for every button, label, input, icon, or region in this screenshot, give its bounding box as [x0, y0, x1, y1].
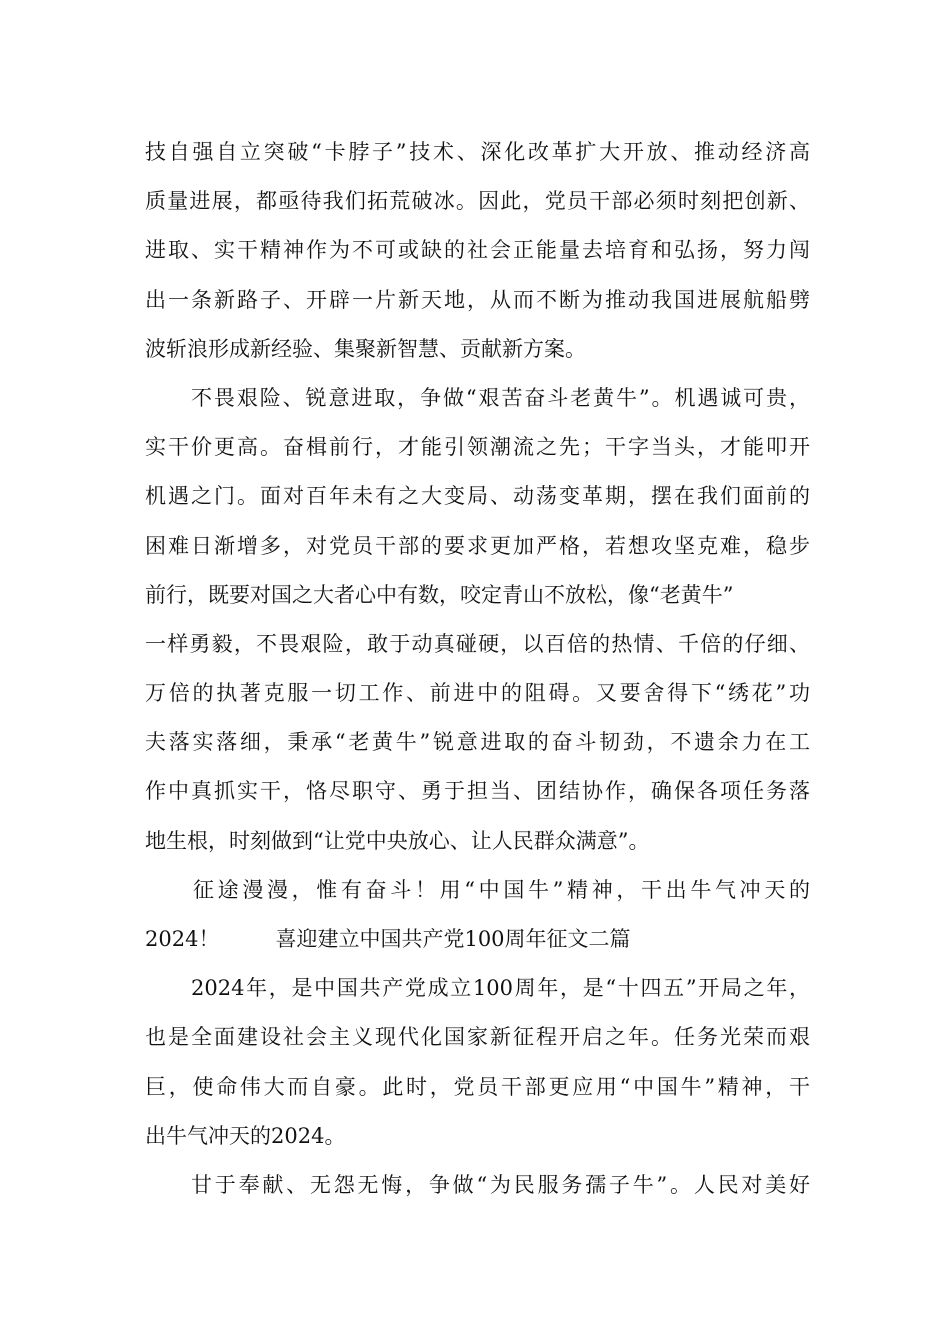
text-line: 万倍的执著克服一切工作、前进中的阻碍。又要舍得下“绣花”功	[145, 681, 810, 706]
text-line: 地生根，时刻做到“让党中央放心、让人民群众满意”。	[145, 828, 650, 853]
section-heading: 喜迎建立中国共产党100周年征文二篇	[275, 927, 631, 951]
text-line: 出牛气冲天的2024。	[145, 1123, 346, 1148]
text-line: 实干价更高。奋楫前行，才能引领潮流之先；干字当头，才能叩开	[145, 435, 810, 460]
text-line: 夫落实落细，秉承“老黄牛”锐意进取的奋斗韧劲，不遗余力在工	[145, 730, 810, 755]
text-line: 困难日渐增多，对党员干部的要求更加严格，若想攻坚克难，稳步	[145, 533, 810, 558]
text-line: 出一条新路子、开辟一片新天地，从而不断为推动我国进展航船劈	[145, 287, 810, 312]
document-body	[145, 128, 810, 1210]
text-line: 机遇之门。面对百年未有之大变局、动荡变革期，摆在我们面前的	[145, 484, 810, 509]
text-line: 一样勇毅，不畏艰险，敢于动真碰硬，以百倍的热情、千倍的仔细、	[145, 631, 810, 656]
text-line: 波斩浪形成新经验、集聚新智慧、贡献新方案。	[145, 336, 586, 361]
text-line: 技自强自立突破“卡脖子”技术、深化改革扩大开放、推动经济高	[145, 140, 810, 164]
paragraph-start-line: 2024年，是中国共产党成立100周年，是“十四五”开局之年，	[191, 976, 810, 1001]
text-line: 质量进展，都亟待我们拓荒破冰。因此，党员干部必须时刻把创新、	[145, 189, 810, 214]
paragraph-start-line: 不畏艰险、锐意进取，争做“艰苦奋斗老黄牛”。机遇诚可贵，	[191, 385, 810, 410]
text-line: 巨，使命伟大而自豪。此时，党员干部更应用“中国牛”精神，干	[145, 1074, 810, 1099]
paragraph-start-line: 征途漫漫，惟有奋斗！用“中国牛”精神，干出牛气冲天的	[193, 877, 810, 902]
text-line: 进取、实干精神作为不可或缺的社会正能量去培育和弘扬，努力闯	[145, 238, 810, 263]
text-line: 作中真抓实干，恪尽职守、勇于担当、团结协作，确保各项任务落	[145, 779, 810, 804]
text-line: 也是全面建设社会主义现代化国家新征程开启之年。任务光荣而艰	[145, 1025, 810, 1050]
text-line: 前行，既要对国之大者心中有数，咬定青山不放松，像“老黄牛”	[145, 582, 734, 607]
paragraph-start-line: 甘于奉献、无怨无悔，争做“为民服务孺子牛”。人民对美好	[191, 1172, 810, 1197]
text-line	[145, 915, 810, 964]
text-fragment: 2024！	[145, 927, 220, 951]
